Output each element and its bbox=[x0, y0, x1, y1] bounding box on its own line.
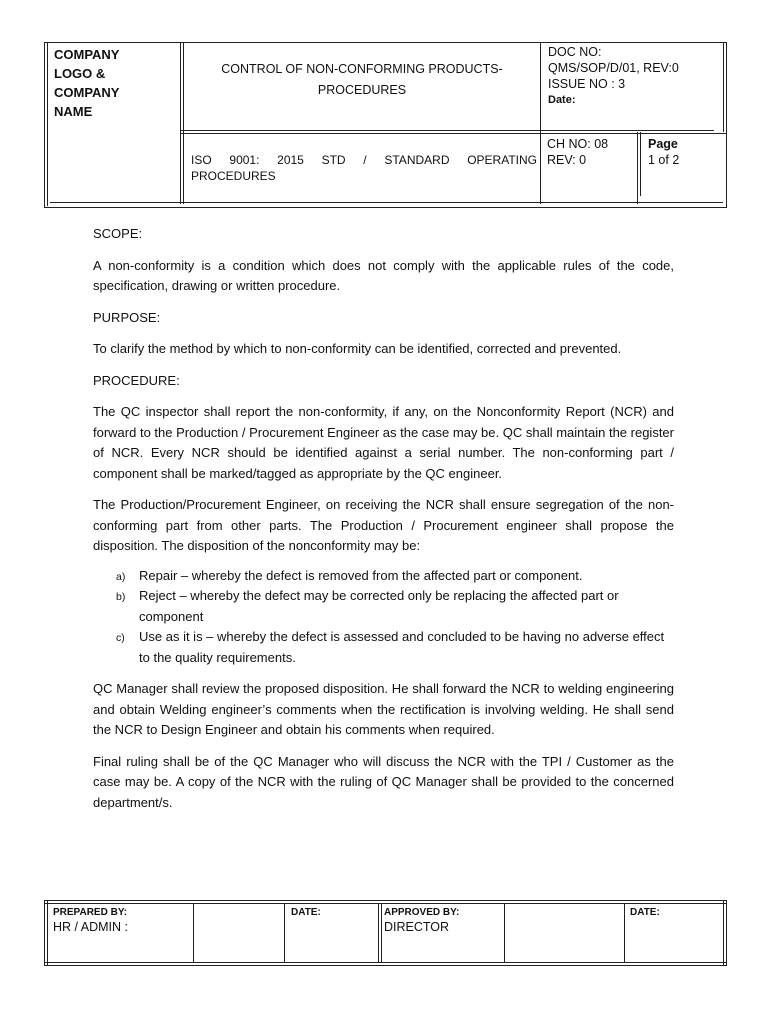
page-label: Page bbox=[648, 137, 678, 151]
footer-border-right-inner bbox=[723, 900, 724, 966]
list-item-text: Use as it is – whereby the defect is assessed and concluded to be having no adverse effect to the quality requirements. bbox=[139, 629, 665, 665]
purpose-text: To clarify the method by which to non-conformity can be identified, corrected and prevented. bbox=[93, 341, 622, 356]
footer-border-right bbox=[726, 900, 727, 966]
page-number: 1 of 2 bbox=[648, 153, 680, 167]
purpose-heading: PURPOSE: bbox=[93, 309, 161, 325]
footer-divider bbox=[378, 903, 379, 963]
company-logo-placeholder: COMPANY LOGO & COMPANY NAME bbox=[54, 47, 120, 119]
procedure-paragraph: The QC inspector shall report the non-conformity, if any, on the Nonconformity Report (NCR) and forward to the Production / Procurement Engineer as the case may be. QC shall maintain the register of NCR. Every NCR should be identified against a serial number. The non-conforming part / component shall be marked/tagged as appropriate by the QC engineer. bbox=[93, 404, 674, 481]
doc-no-value: QMS/SOP/D/01, REV:0 bbox=[548, 61, 679, 75]
prepared-by-label: PREPARED BY: bbox=[53, 907, 128, 918]
header-border-left-inner bbox=[47, 42, 48, 206]
approved-by-label: APPROVED BY: bbox=[384, 907, 460, 918]
footer-divider bbox=[284, 903, 285, 963]
procedure-paragraph: The Production/Procurement Engineer, on receiving the NCR shall ensure segregation of the non-conforming part from other parts. The Production / Procurement engineer shall propose the disposition. The disposition of the nonconformity may be: bbox=[93, 497, 674, 553]
list-item bbox=[93, 627, 674, 668]
scope-text: A non-conformity is a condition which does not comply with the applicable rules of the code, specification, drawing or written procedure. bbox=[93, 257, 674, 293]
header-row-divider bbox=[180, 130, 714, 131]
header-border-top bbox=[44, 42, 727, 43]
header-border-right-inner bbox=[723, 42, 724, 132]
header-border-bottom-inner bbox=[50, 202, 723, 203]
header-border-bottom bbox=[44, 207, 727, 208]
list-marker: c) bbox=[116, 632, 125, 644]
header-border-right bbox=[726, 42, 727, 208]
footer-divider bbox=[504, 903, 505, 963]
chapter-number: CH NO: 08 bbox=[547, 137, 609, 151]
header-divider-logo-inner bbox=[183, 42, 184, 204]
header-border-left bbox=[44, 42, 45, 208]
procedure-paragraph: QC Manager shall review the proposed disposition. He shall forward the NCR to welding engineering and obtain Welding engineer’s comments when the rectification is involving welding. He shall send the NCR to Design Engineer and obtain his comments when required. bbox=[93, 681, 674, 737]
list-item bbox=[93, 566, 674, 587]
document-header bbox=[44, 42, 727, 208]
issue-no: ISSUE NO : 3 bbox=[548, 77, 626, 91]
list-item-text: Repair – whereby the defect is removed from the affected part or component. bbox=[139, 567, 583, 583]
scope-heading: SCOPE: bbox=[93, 226, 143, 241]
standard-reference: ISO 9001: 2015 STD / STANDARD OPERATING PROCEDURES bbox=[191, 153, 537, 183]
list-item-text: Reject – whereby the defect may be corrected only be replacing the affected part or component bbox=[139, 588, 619, 624]
prepared-by-value: HR / ADMIN : bbox=[53, 920, 129, 934]
document-body bbox=[93, 224, 674, 824]
footer-border-top bbox=[44, 900, 727, 901]
header-divider-logo bbox=[180, 42, 181, 204]
list-marker: b) bbox=[116, 591, 126, 603]
header-divider-page-inner bbox=[640, 132, 641, 196]
doc-no-label: DOC NO: bbox=[548, 45, 602, 59]
procedure-paragraph: Final ruling shall be of the QC Manager who will discuss the NCR with the TPI / Customer as the case may be. A copy of the NCR with the ruling of QC Manager shall be provided to the concerned department/s. bbox=[93, 753, 674, 810]
document-title: CONTROL OF NON-CONFORMING PRODUCTS- PROCEDURES bbox=[221, 62, 503, 97]
revision: REV: 0 bbox=[547, 153, 587, 167]
header-divider-page bbox=[637, 132, 638, 204]
chapter-block bbox=[547, 136, 637, 168]
doc-number-block bbox=[548, 44, 723, 108]
header-row-divider-inner bbox=[180, 133, 727, 134]
footer-border-left-inner bbox=[47, 900, 48, 966]
footer-divider bbox=[381, 903, 382, 963]
date-label: DATE: bbox=[630, 907, 660, 918]
approved-by-value: DIRECTOR bbox=[384, 920, 450, 934]
list-marker: a) bbox=[116, 570, 126, 583]
disposition-list bbox=[93, 566, 674, 669]
list-item bbox=[93, 586, 674, 627]
date-label: DATE: bbox=[291, 907, 321, 918]
procedure-heading: PROCEDURE: bbox=[93, 372, 180, 388]
footer-border-bottom bbox=[44, 965, 727, 966]
footer-border-left bbox=[44, 900, 45, 966]
header-divider-docno bbox=[540, 42, 541, 204]
signature-table bbox=[44, 900, 727, 966]
page-block bbox=[648, 136, 718, 168]
footer-divider bbox=[624, 903, 625, 963]
date-label: Date: bbox=[548, 94, 576, 106]
footer-divider bbox=[193, 903, 194, 963]
